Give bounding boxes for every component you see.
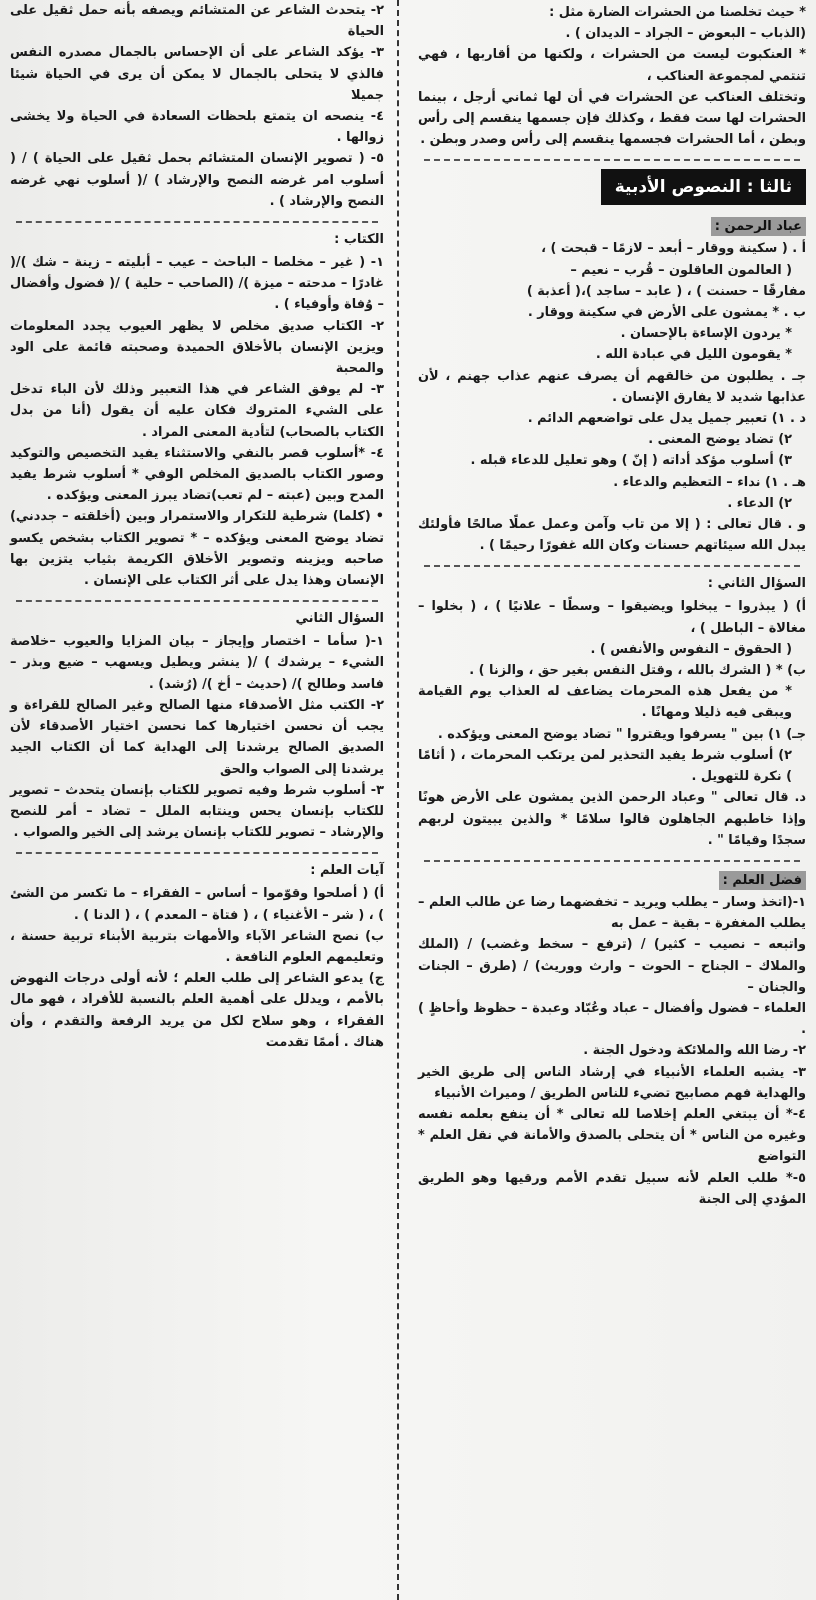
subsection-title: السؤال الثاني <box>295 611 384 627</box>
text-line: * حيث تخلصنا من الحشرات الضارة مثل : <box>549 5 806 20</box>
poem-answers <box>10 0 384 212</box>
text-line: ٥-* طلب العلم لأنه سبيل تقدم الأمم ورقيها وهو الطريق المؤدي إلى الجنة <box>418 1170 806 1207</box>
text-line: أ . ( سكينة ووقار – أبعد – لازمًا – قبحت ) ، <box>541 241 806 257</box>
q2-section <box>418 574 806 850</box>
text-line: ٢- رضا الله والملائكة ودخول الجنة . <box>583 1043 806 1059</box>
right-column <box>410 0 816 1600</box>
section-divider <box>424 565 800 567</box>
text-line: ٣) أسلوب مؤكد أداته ( إنّ ) وهو تعليل للدعاء قبله . <box>470 453 792 469</box>
left-column <box>0 0 392 1600</box>
text-line: ٣- يشبه العلماء الأنبياء في إرشاد الناس إلى طريق الخير والهداية فهم مصابيح تضيء للناس الطريق / وميراث الأنبياء <box>418 1064 806 1101</box>
text-line: * من يفعل هذه المحرمات يضاعف له العذاب يوم القيامة ويبقى فيه ذليلا ومهانًا . <box>418 684 792 721</box>
text-line: ب) نصح الشاعر الآباء والأمهات بتربية الأبناء تربية حسنة ، وتعليمهم العلوم النافعة . <box>10 928 384 965</box>
ebad-section <box>418 215 806 556</box>
text-line: جـ . يطلبون من خالقهم أن يصرف عنهم عذاب جهنم ، لأن عذابها شديد لا يفارق الإنسان . <box>418 368 806 405</box>
text-line: ج) يدعو الشاعر إلى طلب العلم ؛ لأنه أولى درجات النهوض بالأمم ، ويدلل على أهمية العلم بالنسبة للأفراد ، فهو مال الفقراء ، وهو سلاح لكل من يريد الرفعة والتقدم ، وأن هناك . أممًا تقدمت <box>10 971 384 1050</box>
text-line: * يقومون الليل في عبادة الله . <box>595 347 792 363</box>
ayat-section <box>10 861 384 1053</box>
subsection-title: السؤال الثاني : <box>707 576 806 592</box>
text-line: د . ١) تعبير جميل يدل على تواضعهم الدائم . <box>527 411 806 427</box>
text-line: * العنكبوت ليست من الحشرات ، ولكنها من أقاربها ، فهي تنتمي لمجموعة العناكب ، <box>418 47 806 84</box>
text-line: د. قال تعالى " وعباد الرحمن الذين يمشون على الأرض هونًا وإذا خاطبهم الجاهلون قالوا سلامًا * والذين يبيتون لربهم سجدًا وقيامًا " . <box>418 790 806 848</box>
text-line: ٤- ينصحه ان يتمتع بلحظات السعادة في الحياة ولا يخشى زوالها . <box>10 109 384 146</box>
text-line: ٢) تضاد يوضح المعنى . <box>648 432 792 448</box>
text-line: (الذباب – البعوض – الجراد – الديدان ) . <box>565 26 806 42</box>
text-line: ١-(اتخذ وسار – يطلب ويريد – تخفضهما رضا عن طالب العلم – يطلب المغفرة – بقية – عمل به <box>418 894 806 932</box>
text-line: • (كلما) شرطية للتكرار والاستمرار وبين (أخلقته – جددني) تضاد يوضح المعنى ويؤكده – * تصوير الكتاب بشخص يكسو صاحبه ويزينه وتصوير الأخلاق الكريمة بثياب يتزين بها الإنسان وهذا يدل على أثر الكتاب على الإنسان . <box>10 509 384 589</box>
text-line: مفارقًا – حسنت ) ، ( عابد – ساجد )،( أعذبة ) <box>526 283 806 299</box>
section-divider <box>16 852 378 854</box>
text-line: ب . * يمشون على الأرض في سكينة ووقار . <box>527 305 806 321</box>
subsection-title: عباد الرحمن : <box>711 217 806 236</box>
text-line: و . قال تعالى : ( إلا من تاب وآمن وعمل عملًا صالحًا فأولئك يبدل الله سيئاتهم حسنات وكان الله غفورًا رحيمًا ) . <box>418 517 806 554</box>
text-line: واتبعه – نصيب – كثير) / (ترفع – سخط وغضب) / (الملك والملاك – الجناح – الحوت – وارث ووريث) / (طرق – الجنات والجنان – <box>418 937 806 995</box>
section-divider <box>424 860 800 862</box>
text-line: ٤-* أن يبتغي العلم إخلاصا لله تعالى * أن ينفع بعلمه نفسه وغيره من الناس * أن يتحلى بالصدق والأمانة في نقل العلم * التواضع <box>418 1106 806 1165</box>
text-line: ٥- ( تصوير الإنسان المتشائم بحمل ثقيل على الحياة ) / ( أسلوب امر غرضه النصح والإرشاد ) /( أسلوب نهي غرضه النصح والإرشاد ) . <box>10 151 384 209</box>
text-line: * يردون الإساءة بالإحسان . <box>620 326 792 342</box>
kitab-q2-section <box>10 609 384 843</box>
section-header <box>418 169 806 205</box>
section-divider <box>16 221 378 223</box>
text-line: ٢- الكتب مثل الأصدقاء منها الصالح وغير الصالح للقراءة و يجب أن نحسن اختيارها كما نحسن اختيار الأصدقاء لأن الصديق الصالح يرشدنا إلى الهداية كما أن الكتاب الجيد يرشدنا إلى الصواب والحق <box>10 697 384 777</box>
text-line: وتختلف العناكب عن الحشرات في أن لها ثماني أرجل ، بينما الحشرات لها ست فقط ، وكذلك فإن جسمها ينقسم إلى رأس وبطن ، أما الحشرات فجسمها ينقسم إلى رأس وصدر وبطن . <box>418 89 806 148</box>
text-line: ( العالمون العاقلون – قُرب – نعيم – <box>570 262 792 278</box>
text-line: ١-( سأما – اختصار وإيجاز – بيان المزايا والعيوب –خلاصة الشيء – يرشدك ) /( ينشر ويطيل ويسهب – ضيع وبذر – فاسد وطالح )/ (حديث – أخ )/ (رُشد) . <box>10 634 384 692</box>
text-line: ٢- الكتاب صديق مخلص لا يظهر العيوب يجدد المعلومات ويزين الإنسان بالأخلاق الحميدة وصحبته قائمة على الود والمحبة <box>10 318 384 377</box>
text-line: ٤- *أسلوب قصر بالنفي والاستثناء يفيد التخصيص والتوكيد وصور الكتاب بالصديق المخلص الوفي * أسلوب شرط يفيد المدح وبين (عبته – لم تعب)تضاد يبرز المعنى ويؤكده . <box>10 445 384 504</box>
subsection-title: فضل العلم : <box>719 871 806 890</box>
subsection-title: الكتاب : <box>334 232 384 248</box>
text-line: جـ) ١) بين " يسرفوا ويقتروا " تضاد يوضح المعنى ويؤكده . <box>437 726 806 742</box>
text-line: ٢- يتحدث الشاعر عن المتشائم ويصفه بأنه حمل ثقيل على الحياة <box>10 3 384 40</box>
text-line: ٣- يؤكد الشاعر على أن الإحساس بالجمال مصدره النفس فالذي لا يتحلى بالجمال لا يمكن أن يرى في الحياة شيئا جميلا <box>10 45 384 103</box>
text-line: ٣- لم يوفق الشاعر في هذا التعبير وذلك لأن الباء تدخل على الشيء المتروك فكان عليه أن يقول (أنا من بدل الكتاب بالصحاب) لتأدية المعنى المراد . <box>10 382 384 440</box>
section-title: ثالثا : النصوص الأدبية <box>601 169 806 205</box>
section-divider <box>424 159 800 161</box>
section-divider <box>16 600 378 602</box>
column-divider <box>397 0 399 1600</box>
text-line: هـ . ١) نداء – التعظيم والدعاء . <box>613 474 806 490</box>
insects-paragraph <box>418 2 806 150</box>
text-line: ٢) أسلوب شرط يفيد التحذير لمن يرتكب المحرمات ، ( أثامًا ) نكرة للتهويل . <box>418 747 792 785</box>
text-line: أ) ( أصلحوا وقوّموا – أساس – الفقراء – ما تكسر من الشئ ) ، ( شر – الأغنياء ) ، ( فتاة – المعدم ) ، ( الدنا ) . <box>10 886 384 923</box>
text-line: ٣- أسلوب شرط وفيه تصوير للكتاب بإنسان يتحدث – تصوير للكتاب بإنسان يحس وينتابه الملل – تضاد – أمر للنصح والإرشاد – تصوير للكتاب بإنسان يرشد إلى الخير والصواب . <box>10 782 384 841</box>
text-line: ( الحقوق – النفوس والأنفس ) . <box>590 641 792 657</box>
text-line: أ) ( يبذروا – يبخلوا ويضيقوا – وسطًا – علانيًا ) ، ( بخلوا – مغالاة – الباطل ) ، <box>418 599 806 636</box>
ilm-section <box>418 869 806 1210</box>
text-line: ١- ( غير – مخلصا – الباحث – عيب – أبليته – زينة – شك )/( غادرًا – مدحته – ميزة )/ (الصاحب – حلية ) /( فضول وأفضال – وُفاة وأوفياء ) . <box>10 255 384 313</box>
text-line: العلماء – فضول وأفضال – عباد وعُبّاد وعبدة – حظوظ وأحاظٍ ) . <box>418 1000 806 1038</box>
text-line: ب) * ( الشرك بالله ، وقتل النفس بغير حق ، والزنا ) . <box>469 663 806 679</box>
subsection-title: آيات العلم : <box>310 863 384 879</box>
text-line: ٢) الدعاء . <box>727 495 792 511</box>
kitab-section <box>10 230 384 591</box>
